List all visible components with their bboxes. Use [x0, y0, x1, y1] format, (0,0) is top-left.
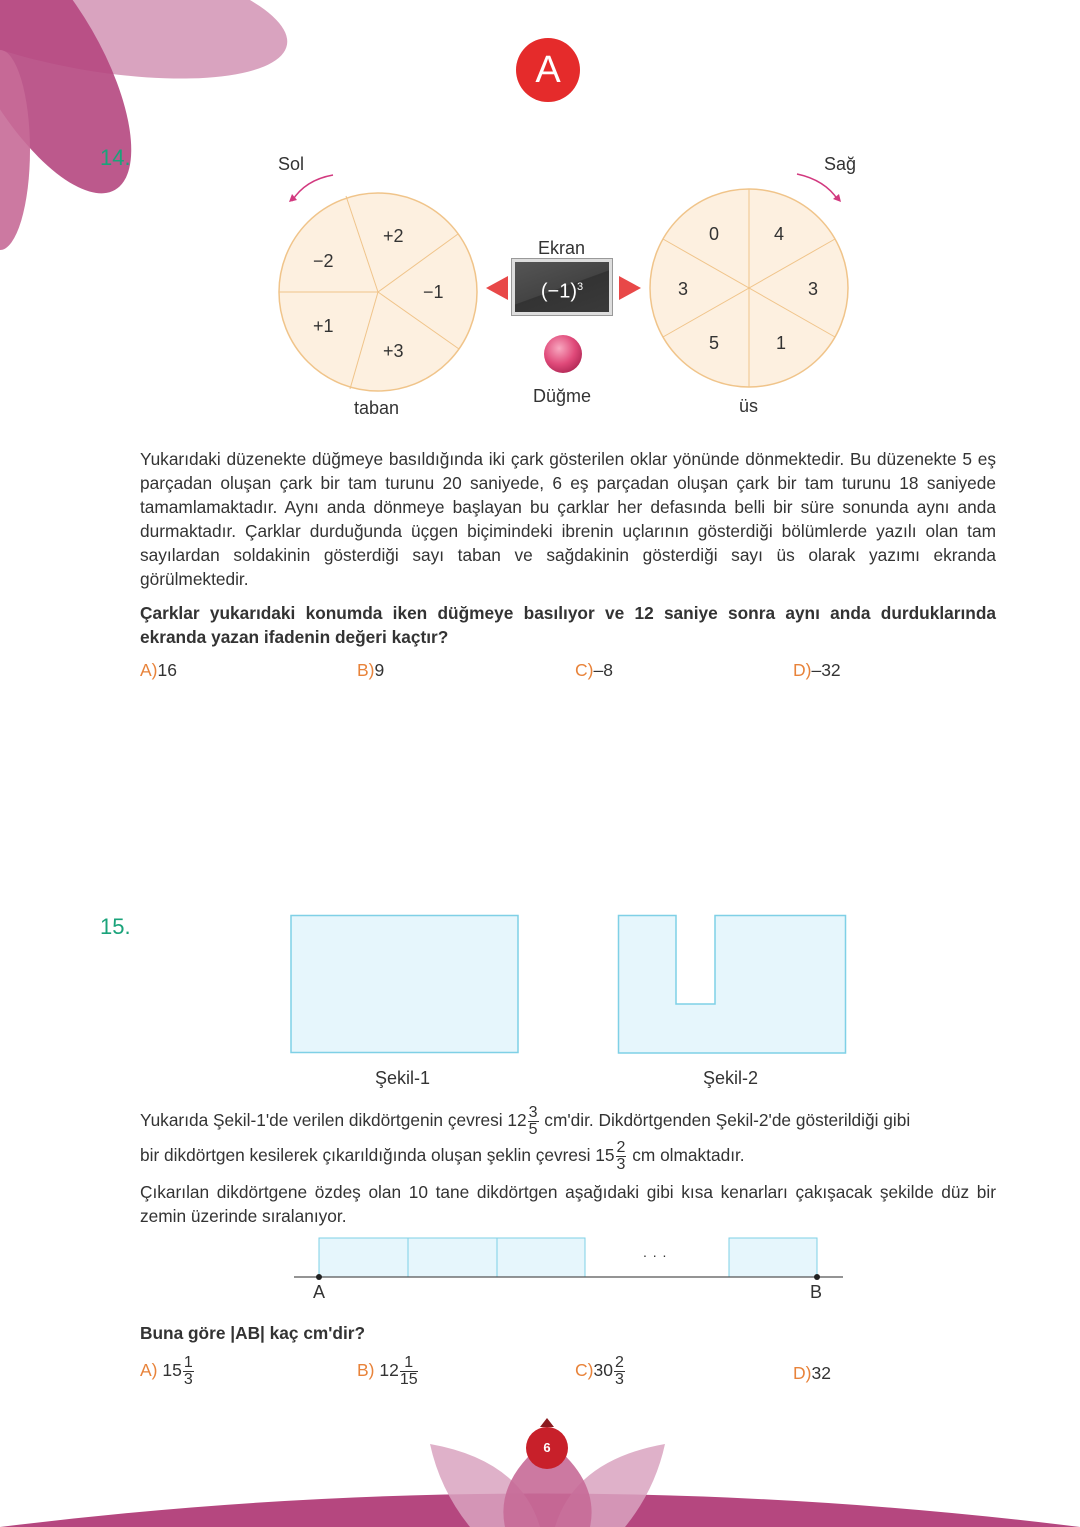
option-letter: C): [575, 660, 594, 680]
ellipsis: . . .: [643, 1244, 668, 1260]
q15-paragraph-1: [140, 1102, 996, 1138]
option-letter: A): [140, 1360, 158, 1381]
top-left-petals-decoration: [0, 0, 297, 250]
left-rotation-arrow-icon: [292, 175, 333, 201]
screen-base: (−1): [540, 280, 577, 303]
right-pointer-icon: [619, 276, 641, 300]
right-wheel-value: 3: [808, 279, 819, 299]
text: Yukarıda Şekil-1'de verilen dikdörtgenin çevresi 12: [140, 1110, 527, 1130]
screen-label: Ekran: [538, 238, 586, 258]
push-button-graphic: [544, 335, 582, 373]
q15-paragraph-3: Çıkarılan dikdörtgene özdeş olan 10 tane dikdörtgen aşağıdaki gibi kısa kenarları çakışacak şekilde düz bir zemin üzerinde sıralanıyor.: [140, 1182, 996, 1226]
q15-option-a[interactable]: [140, 1355, 195, 1388]
numerator: 1: [183, 1354, 193, 1371]
fraction: [528, 1105, 539, 1138]
point-b-label: B: [810, 1282, 823, 1302]
left-wheel-caption: taban: [354, 398, 400, 418]
figure-1-caption: Şekil-1: [375, 1068, 431, 1088]
fraction: [183, 1355, 194, 1388]
option-value: –8: [593, 660, 613, 680]
text: bir dikdörtgen kesilerek çıkarıldığında oluşan şeklin çevresi 15: [140, 1145, 615, 1165]
text: cm'dir. Dikdörtgenden Şekil-2'de gösterildiği gibi: [539, 1110, 911, 1130]
text: cm olmaktadır.: [627, 1145, 745, 1165]
question-15-number: 15.: [100, 914, 131, 939]
denominator: 5: [528, 1120, 538, 1138]
rectangle-row: [294, 1238, 843, 1280]
q14-option-d[interactable]: [793, 660, 841, 681]
figure-2-caption: Şekil-2: [703, 1068, 759, 1088]
left-direction-label: Sol: [278, 154, 305, 174]
numerator: 1: [400, 1355, 418, 1372]
point-a-label: A: [313, 1282, 326, 1302]
option-letter: B): [357, 660, 375, 680]
q14-option-b[interactable]: [357, 660, 384, 681]
numerator: 2: [616, 1138, 626, 1156]
right-wheel-caption: üs: [739, 396, 759, 416]
header-badge: A: [535, 49, 561, 91]
denominator: 15: [399, 1371, 418, 1388]
right-rotation-arrow-icon: [797, 174, 838, 200]
option-letter: D): [793, 660, 812, 680]
option-whole: 15: [162, 1360, 182, 1381]
numerator: 2: [614, 1354, 624, 1371]
fraction: [400, 1355, 418, 1388]
screen-display: [512, 259, 612, 315]
option-letter: B): [357, 1360, 375, 1381]
option-whole: 32: [811, 1363, 831, 1383]
left-wheel-value: +1: [313, 316, 334, 336]
page-number: 6: [543, 1440, 551, 1455]
button-label: Düğme: [533, 386, 592, 406]
right-wheel-value: 5: [709, 333, 720, 353]
q14-option-c[interactable]: [575, 660, 613, 681]
fraction: [616, 1140, 627, 1173]
option-whole: 12: [379, 1360, 399, 1381]
left-wheel-value: −2: [313, 251, 334, 271]
right-direction-label: Sağ: [824, 154, 857, 174]
question-15-prompt: Buna göre |AB| kaç cm'dir?: [140, 1323, 366, 1343]
denominator: 3: [616, 1155, 626, 1173]
option-value: –32: [811, 660, 841, 680]
figure-1-rectangle: [291, 916, 518, 1053]
numerator: 3: [528, 1103, 538, 1121]
option-letter: D): [793, 1363, 812, 1383]
q15-option-d[interactable]: [793, 1363, 831, 1384]
left-wheel: [279, 193, 477, 391]
right-wheel-value: 1: [776, 333, 787, 353]
left-wheel-value: +2: [383, 226, 404, 246]
denominator: 3: [183, 1371, 193, 1388]
question-14-paragraph: Yukarıdaki düzenekte düğmeye basıldığında iki çark gösterilen oklar yönünde dönmektedir. Bu düzenekte 5 eş parçadan oluşan çark bir tam turunu 20 saniyede, 6 eş parçadan oluşan çark bir tam turunu 18 saniyede tamamlamaktadır. Aynı anda dönmeye başlayan bu çarklar her defasında belli bir süre sonunda aynı anda durmaktadır. Çarklar durduğunda üçgen biçimindeki ibrenin uçlarının gösterdiği bölümlerde yazılı olan tam sayılardan soldakinin gösterdiği sayı taban ve sağdakinin gösterdiği sayı üs olarak yazımı ekranda görülmektedir.: [140, 449, 996, 589]
denominator: 3: [614, 1371, 624, 1388]
option-letter: C): [575, 1360, 594, 1381]
option-letter: A): [140, 660, 158, 680]
option-value: 16: [157, 660, 177, 680]
screen-exponent: 3: [577, 281, 584, 293]
q15-option-b[interactable]: [357, 1355, 419, 1388]
right-wheel-value: 3: [678, 279, 689, 299]
fraction: [614, 1355, 625, 1388]
left-wheel-value: −1: [423, 282, 444, 302]
option-whole: 30: [593, 1360, 613, 1381]
right-wheel-value: 4: [774, 224, 785, 244]
left-wheel-value: +3: [383, 341, 404, 361]
figure-2-shape: [619, 916, 846, 1054]
q14-option-a[interactable]: [140, 660, 177, 681]
question-14-prompt: Çarklar yukarıdaki konumda iken düğmeye basılıyor ve 12 saniye sonra aynı anda durduklarında ekranda yazan ifadenin değeri kaçtır?: [140, 603, 996, 647]
option-value: 9: [374, 660, 385, 680]
q15-paragraph-2: [140, 1137, 996, 1173]
q15-option-c[interactable]: [575, 1355, 626, 1388]
left-pointer-icon: [486, 276, 508, 300]
right-wheel-value: 0: [709, 224, 720, 244]
question-14-number: 14.: [100, 145, 131, 170]
